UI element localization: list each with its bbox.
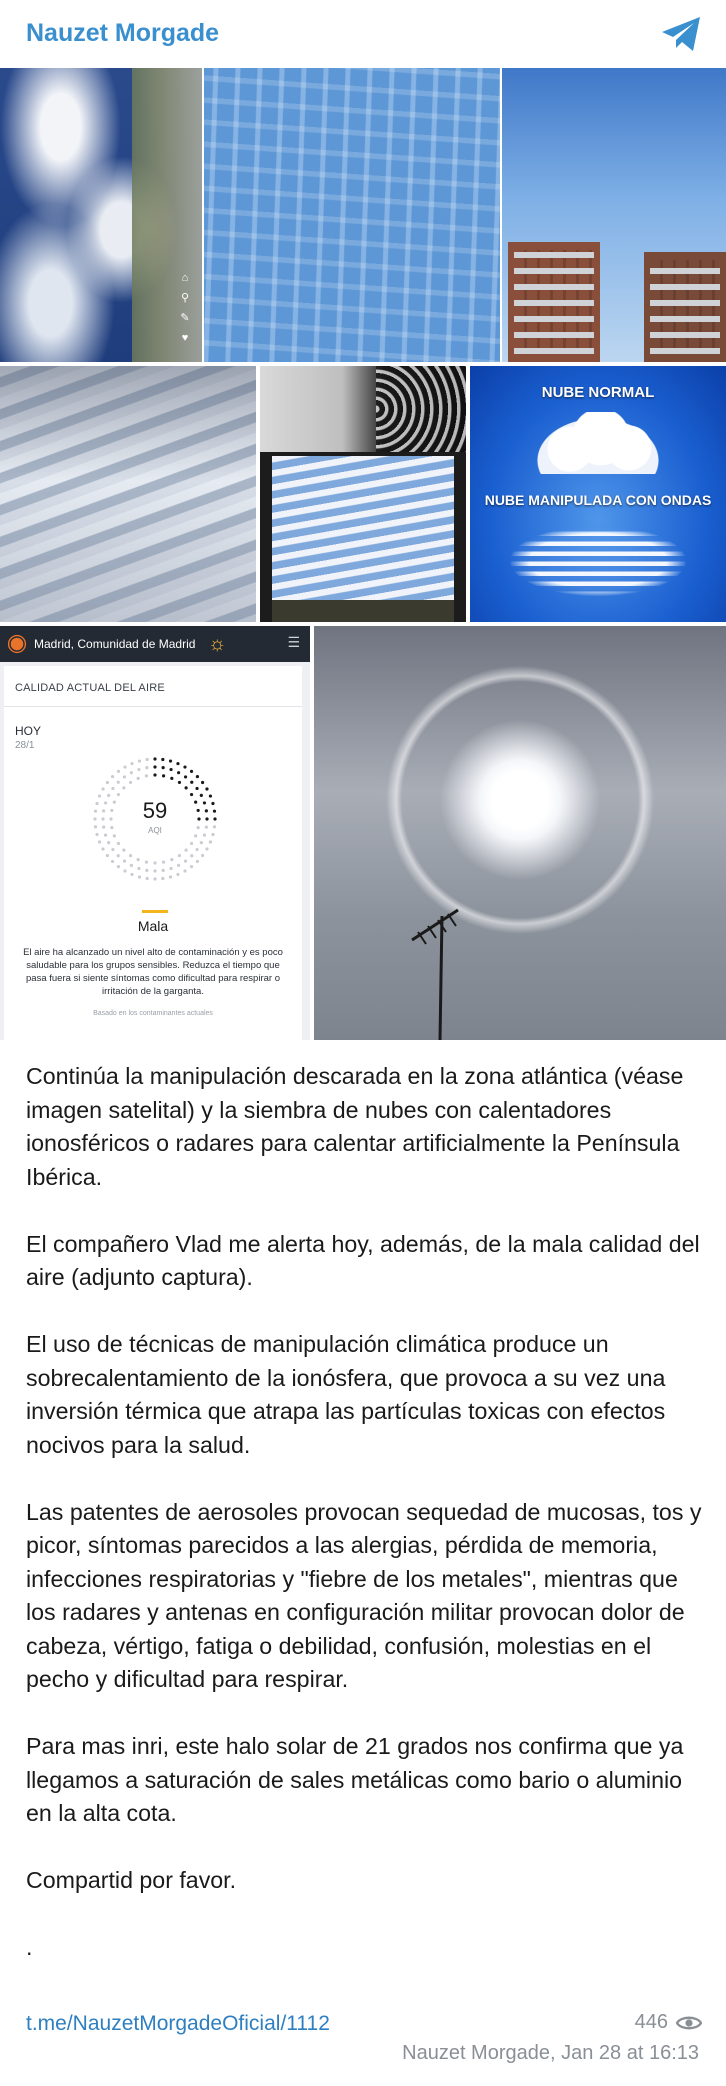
post-paragraph: Continúa la manipulación descarada en la zona atlántica (véase imagen satelital) y la siembra de nubes con calentadores ionosféricos o radares para calentar artificialmente la Península Ibérica. — [26, 1063, 684, 1190]
aqi-gauge-dot — [162, 766, 165, 769]
aqi-status-marker — [142, 910, 168, 913]
aqi-gauge-dot — [190, 793, 193, 796]
aqi-gauge-dot — [205, 787, 208, 790]
normal-cloud — [528, 412, 668, 474]
aqi-gauge-dot — [129, 781, 132, 784]
post-paragraph: El uso de técnicas de manipulación climática produce un sobrecalentamiento de la ionósfera, que provoca a su vez una inversión térmica que atrapa las partículas toxicas con efectos nocivos para la salud. — [26, 1331, 666, 1458]
aqi-gauge-dot — [170, 858, 173, 861]
aqi-gauge-dot — [122, 786, 125, 789]
aqi-gauge-dot — [190, 842, 193, 845]
aqi-status: Mala — [137, 918, 169, 934]
collage-sky-photo — [272, 456, 454, 622]
aqi-gauge-dot — [101, 787, 104, 790]
cloud-comparison-image[interactable] — [470, 366, 726, 622]
buildings-sky-image[interactable] — [502, 68, 726, 362]
app-logo-icon — [11, 638, 24, 651]
aqi-gauge-dot — [177, 771, 180, 774]
author-date: Nauzet Morgade, Jan 28 at 16:13 — [402, 2042, 699, 2064]
aqi-gauge-dot — [178, 854, 181, 857]
aqi-gauge-dot — [117, 770, 120, 773]
aqi-gauge-dot — [122, 849, 125, 852]
ripple-clouds-image[interactable] — [204, 68, 500, 362]
aqi-gauge-dot — [111, 775, 114, 778]
aqi-gauge-dot — [146, 877, 149, 880]
aqi-gauge-dot — [200, 841, 203, 844]
aqi-description: El aire ha alcanzado un nivel alto de contaminación y es poco saludable para los grupos sensibles. Reduzca el tiempo que pasa fuera si siente síntomas como dificultad para respirar o irritación de la garganta. — [23, 947, 283, 997]
air-quality-screenshot[interactable] — [0, 626, 310, 1040]
eye-icon — [676, 2014, 702, 2032]
aqi-gauge-dot — [117, 854, 120, 857]
aqi-gauge-dot — [130, 771, 133, 774]
aqi-gauge-dot — [106, 854, 109, 857]
aqi-gauge-dot — [201, 854, 204, 857]
aqi-gauge-dot — [205, 847, 208, 850]
aqi-gauge-dot — [145, 861, 148, 864]
aqi-gauge-dot — [111, 860, 114, 863]
air-day: HOY — [15, 724, 42, 738]
telegram-icon[interactable] — [660, 14, 704, 54]
aqi-gauge-dot — [107, 794, 110, 797]
aqi-gauge-dot — [98, 840, 101, 843]
aqi-gauge-dot — [190, 770, 193, 773]
aqi-gauge-dot — [153, 757, 156, 760]
wave-cloud — [510, 526, 686, 596]
building-right — [644, 252, 726, 362]
aqi-gauge-dot — [183, 765, 186, 768]
satellite-map-tools: ⌂ ⚲ ✎ ♥ — [180, 272, 190, 344]
aqi-gauge-dot — [153, 877, 156, 880]
aqi-gauge-dot — [129, 854, 132, 857]
antenna-silhouette — [406, 896, 466, 1040]
aqi-gauge-dot — [138, 875, 141, 878]
post-paragraph: El compañero Vlad me alerta hoy, además, de la mala calidad del aire (adjunto captura). — [26, 1230, 700, 1290]
aqi-gauge-dot — [178, 781, 181, 784]
aqi-gauge-dot — [209, 840, 212, 843]
aqi-gauge-dot — [196, 860, 199, 863]
aqi-gauge-dot — [183, 869, 186, 872]
post-paragraph: Compartid por favor. — [26, 1867, 237, 1893]
aqi-gauge-dot — [123, 775, 126, 778]
aqi-gauge-dot — [117, 793, 120, 796]
aqi-gauge-dot — [153, 869, 156, 872]
aqi-gauge-dot — [162, 774, 165, 777]
air-date: 28/1 — [15, 740, 35, 751]
aqi-gauge-dot — [169, 768, 172, 771]
collage-image[interactable] — [260, 366, 466, 622]
aqi-gauge-dot — [185, 849, 188, 852]
aqi-unit: AQI — [148, 826, 162, 835]
aqi-gauge-dot — [153, 861, 156, 864]
aqi-gauge-dot — [145, 869, 148, 872]
aqi-gauge-dot — [177, 864, 180, 867]
aqi-gauge-dot — [185, 786, 188, 789]
aqi-gauge-dot — [201, 781, 204, 784]
aqi-gauge-dot — [137, 768, 140, 771]
aqi-gauge-dot — [145, 774, 148, 777]
aqi-gauge-dot — [161, 758, 164, 761]
aqi-gauge-dot — [184, 859, 187, 862]
air-divider — [4, 706, 302, 707]
aqi-gauge-dot — [123, 859, 126, 862]
aqi-gauge-dot — [169, 759, 172, 762]
aqi-gauge-dot — [138, 759, 141, 762]
aqi-gauge-dot — [190, 781, 193, 784]
aqi-gauge-dot — [200, 794, 203, 797]
aerial-clouds-image[interactable] — [0, 366, 256, 622]
aqi-gauge-dot — [184, 775, 187, 778]
view-count-value: 446 — [634, 2011, 668, 2033]
aqi-gauge-dot — [106, 781, 109, 784]
aqi-gauge-dot — [195, 848, 198, 851]
aqi-gauge-dot — [137, 867, 140, 870]
post-paragraph: . — [26, 1934, 33, 1960]
solar-halo-image[interactable] — [314, 626, 726, 1040]
aqi-gauge-dot — [117, 865, 120, 868]
air-location: Madrid, Comunidad de Madrid — [34, 637, 196, 651]
aqi-gauge-dot — [161, 877, 164, 880]
aqi-gauge-dot — [176, 762, 179, 765]
menu-icon: ☰ — [287, 634, 300, 650]
aqi-gauge-dot — [162, 869, 165, 872]
aqi-gauge-dot — [130, 864, 133, 867]
aqi-gauge-dot — [117, 781, 120, 784]
aqi-gauge-dot — [153, 773, 156, 776]
aqi-gauge-dot — [101, 847, 104, 850]
aqi-gauge-dot — [137, 858, 140, 861]
aqi-gauge-dot — [170, 777, 173, 780]
aqi-gauge-dot — [146, 758, 149, 761]
aqi-gauge-dot — [130, 873, 133, 876]
aqi-gauge-dot — [111, 787, 114, 790]
aqi-gauge-dot — [107, 841, 110, 844]
post-link[interactable]: t.me/NauzetMorgadeOficial/1112 — [26, 2012, 330, 2035]
sun-icon: ☼ — [208, 633, 227, 655]
aqi-gauge-dot — [176, 873, 179, 876]
aqi-gauge-dot — [195, 787, 198, 790]
air-app-bar — [0, 626, 310, 662]
aqi-gauge-dot — [196, 775, 199, 778]
aqi-gauge-dot — [162, 861, 165, 864]
air-quality-card — [4, 666, 302, 1040]
post-header — [0, 0, 726, 68]
satellite-image[interactable] — [0, 68, 202, 362]
aqi-gauge-dot — [123, 765, 126, 768]
aqi-gauge-dot — [169, 875, 172, 878]
post-paragraph: Para mas inri, este halo solar de 21 grados nos confirma que ya llegamos a saturación de sales metálicas como bario o aluminio en la alta cota. — [26, 1733, 684, 1826]
aqi-gauge-dot — [111, 848, 114, 851]
post-paragraph: Las patentes de aerosoles provocan sequedad de mucosas, tos y picor, síntomas parecidos a las alergias, pérdida de memoria, infecciones respiratorias y "fiebre de los metales", mientras que los radares y antenas en configuración militar provocan dolor de cabeza, vértigo, fatiga o debilidad, confusión, molestias en el pecho y dificultad para respirar. — [26, 1498, 702, 1692]
building-left — [508, 242, 600, 362]
collage-radar-photo — [260, 366, 466, 452]
post-body — [26, 1060, 706, 1965]
nube-manipulada-label: NUBE MANIPULADA CON ONDAS — [484, 492, 712, 508]
aqi-gauge-dot — [190, 865, 193, 868]
air-section-title: CALIDAD ACTUAL DEL AIRE — [15, 682, 165, 694]
channel-name[interactable]: Nauzet Morgade — [26, 19, 220, 47]
view-count — [635, 2011, 702, 2034]
aqi-gauge-dot — [169, 867, 172, 870]
aqi-gauge-dot — [145, 766, 148, 769]
aqi-gauge-dot — [117, 842, 120, 845]
aqi-value: 59 — [142, 798, 168, 823]
aqi-gauge-dot — [130, 762, 133, 765]
aqi-gauge-dot — [137, 777, 140, 780]
nube-normal-label: NUBE NORMAL — [541, 384, 655, 401]
aqi-gauge-dot — [123, 869, 126, 872]
aqi-gauge-dot — [153, 765, 156, 768]
aqi-footnote: Basado en los contaminantes actuales — [93, 1010, 213, 1017]
aqi-gauge-dot — [190, 854, 193, 857]
